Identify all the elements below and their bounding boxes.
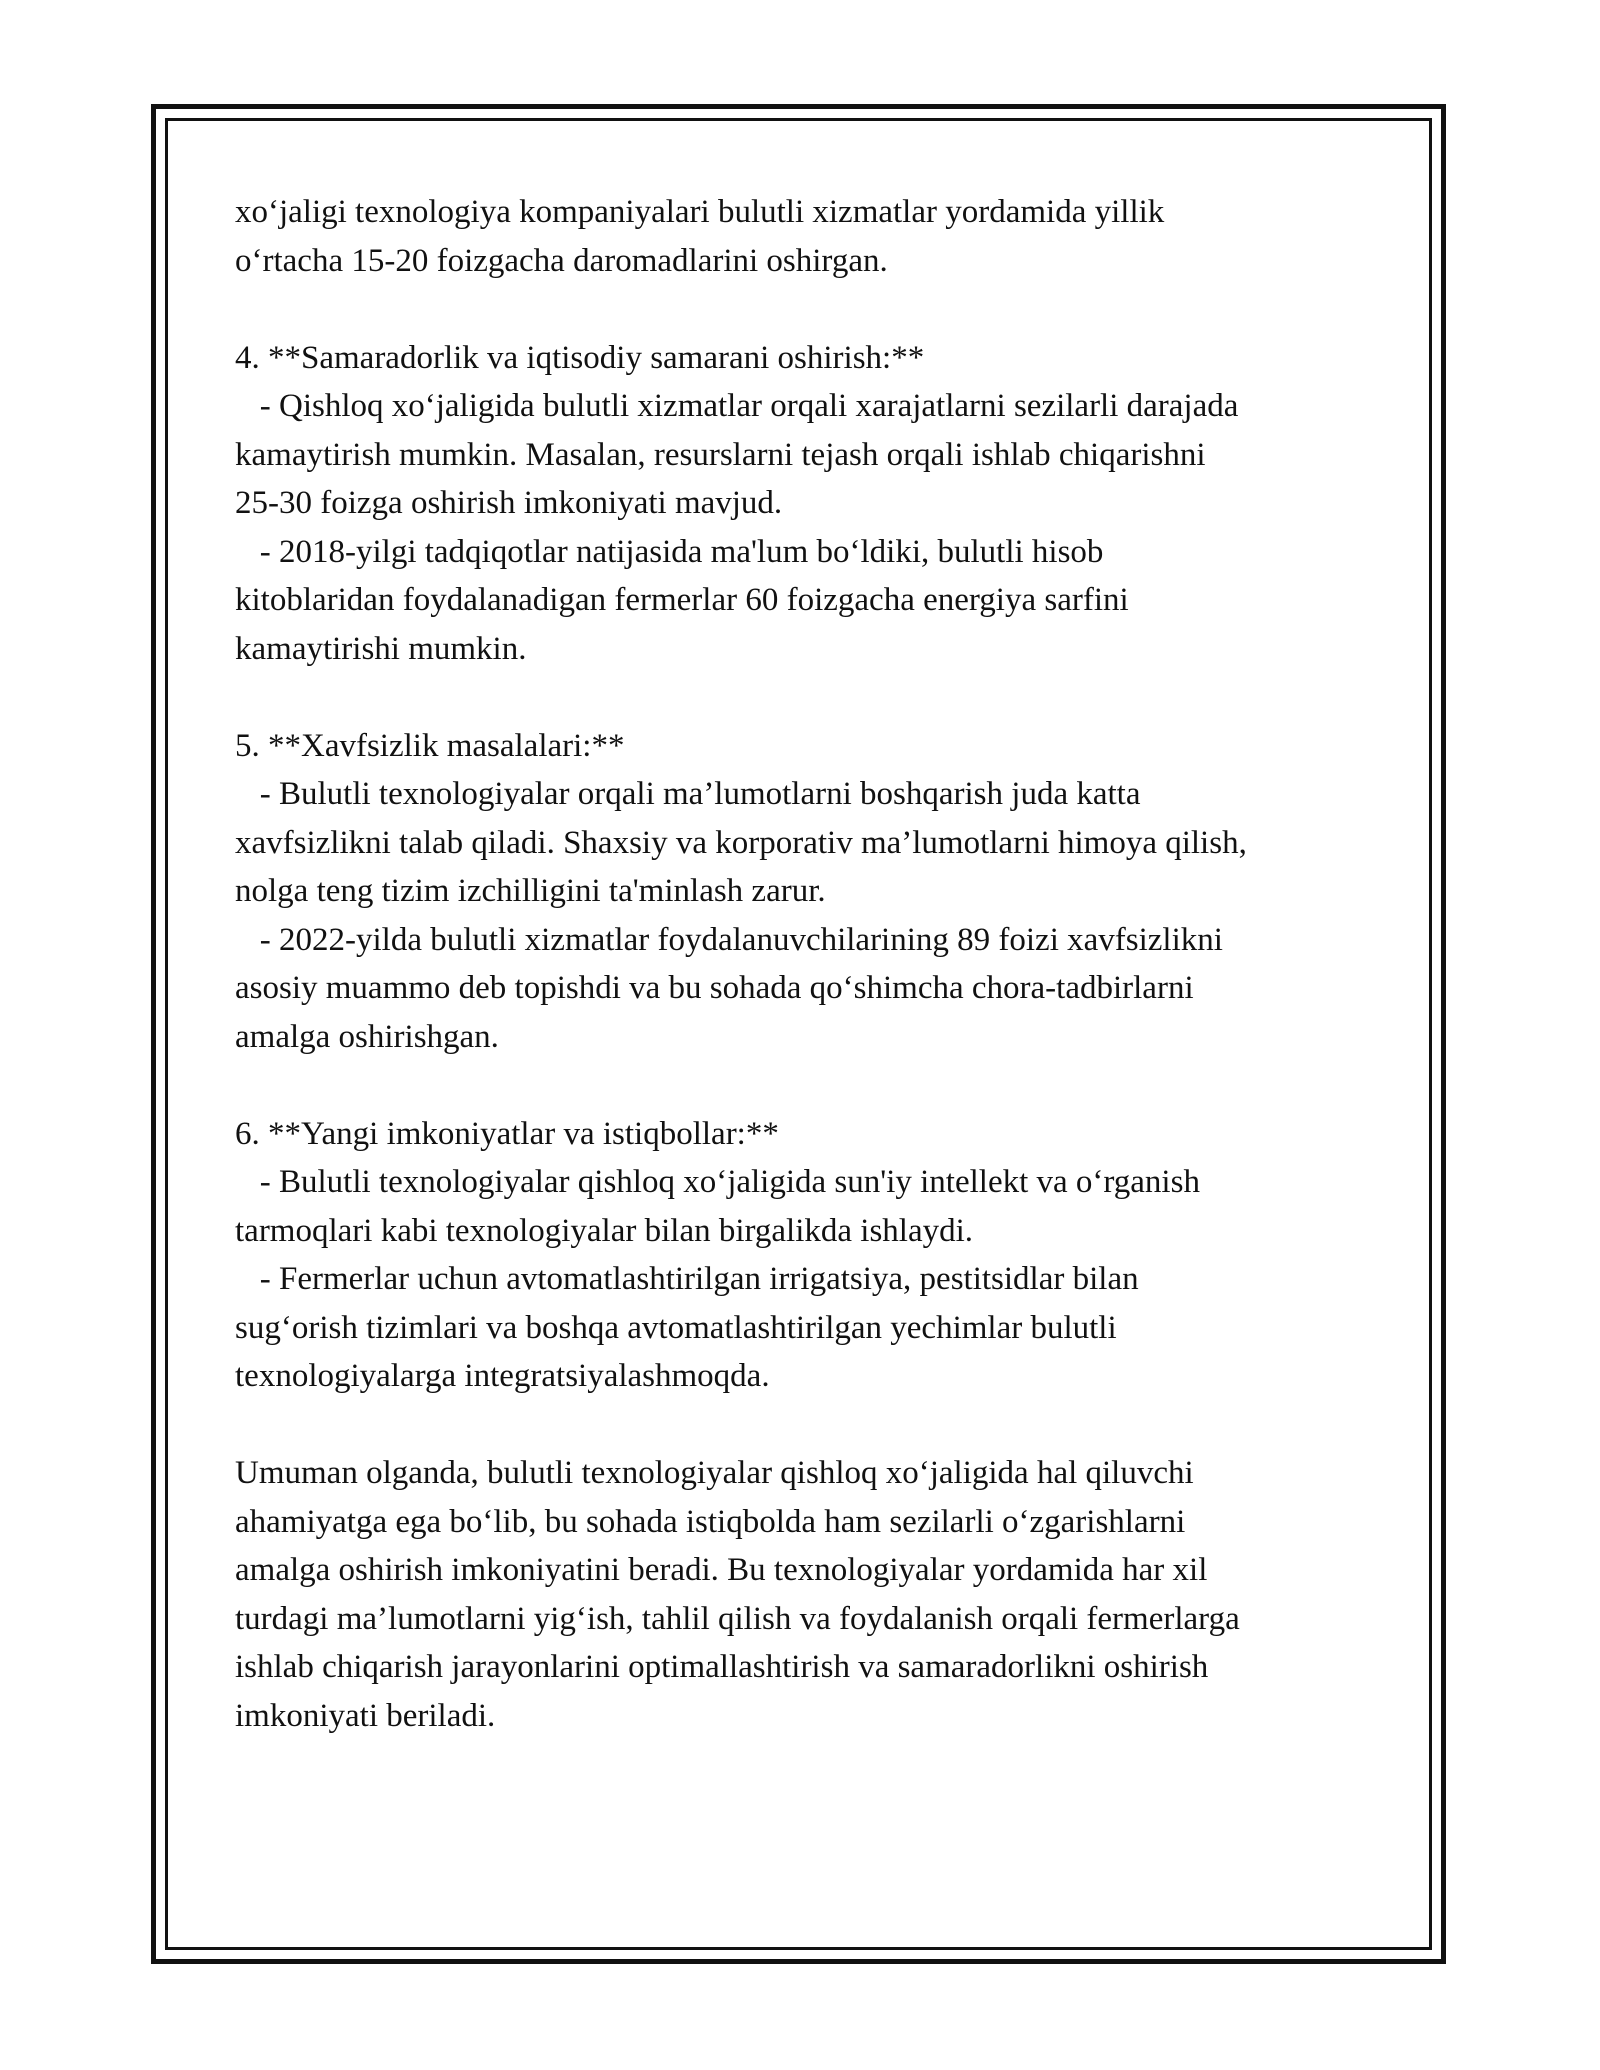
conclusion-line: imkoniyati beriladi. — [235, 1697, 496, 1734]
text-line: 25-30 foizga oshirish imkoniyati mavjud. — [235, 485, 783, 521]
text-line: - Qishloq xo‘jaligida bulutli xizmatlar orqali xarajatlarni sezilarli darajada — [235, 388, 1239, 424]
section-heading: 5. **Xavfsizlik masalalari:** — [235, 727, 625, 764]
text-line: o‘rtacha 15-20 foizgacha daromadlarini oshirgan. — [235, 242, 888, 279]
blank-line — [235, 1401, 1375, 1450]
document-body — [235, 188, 1375, 1740]
section-heading: 4. **Samaradorlik va iqtisodiy samarani oshirish:** — [235, 339, 925, 376]
text-line: kamaytirish mumkin. Masalan, resurslarni tejash orqali ishlab chiqarishni — [235, 436, 1206, 473]
text-line: nolga teng tizim izchilligini ta'minlash zarur. — [235, 873, 826, 909]
text-line: - 2018-yilgi tadqiqotlar natijasida ma'lum bo‘ldiki, bulutli hisob — [235, 533, 1104, 570]
conclusion-line: turdagi ma’lumotlarni yig‘ish, tahlil qilish va foydalanish orqali fermerlarga — [235, 1600, 1240, 1637]
text-line: asosiy muammo deb topishdi va bu sohada qo‘shimcha chora-tadbirlarni — [235, 970, 1194, 1006]
conclusion-line: amalga oshirish imkoniyatini beradi. Bu texnologiyalar yordamida har xil — [235, 1552, 1208, 1588]
text-line: - 2022-yilda bulutli xizmatlar foydalanuvchilarining 89 foizi xavfsizlikni — [235, 921, 1223, 958]
text-line: amalga oshirishgan. — [235, 1018, 499, 1055]
blank-line — [235, 1061, 1375, 1110]
text-line: texnologiyalarga integratsiyalashmoqda. — [235, 1358, 770, 1394]
text-line: xavfsizlikni talab qiladi. Shaxsiy va korporativ ma’lumotlarni himoya qilish, — [235, 824, 1247, 861]
conclusion-line: Umuman olganda, bulutli texnologiyalar qishloq xo‘jaligida hal qiluvchi — [235, 1455, 1194, 1491]
conclusion-line: ishlab chiqarish jarayonlarini optimallashtirish va samaradorlikni oshirish — [235, 1649, 1209, 1685]
text-line: tarmoqlari kabi texnologiyalar bilan birgalikda ishlaydi. — [235, 1212, 974, 1249]
text-line: kitoblaridan foydalanadigan fermerlar 60 foizgacha energiya sarfini — [235, 582, 1129, 618]
section-heading: 6. **Yangi imkoniyatlar va istiqbollar:** — [235, 1115, 779, 1152]
text-line: - Fermerlar uchun avtomatlashtirilgan irrigatsiya, pestitsidlar bilan — [235, 1261, 1139, 1297]
conclusion-line: ahamiyatga ega bo‘lib, bu sohada istiqbolda ham sezilarli o‘zgarishlarni — [235, 1503, 1186, 1540]
text-line: - Bulutli texnologiyalar qishloq xo‘jaligida sun'iy intellekt va o‘rganish — [235, 1164, 1200, 1200]
blank-line — [235, 285, 1375, 334]
blank-line — [235, 673, 1375, 722]
text-line: sug‘orish tizimlari va boshqa avtomatlashtirilgan yechimlar bulutli — [235, 1309, 1117, 1346]
text-line: - Bulutli texnologiyalar orqali ma’lumotlarni boshqarish juda katta — [235, 776, 1141, 812]
text-line: xo‘jaligi texnologiya kompaniyalari bulutli xizmatlar yordamida yillik — [235, 194, 1165, 230]
text-line: kamaytirishi mumkin. — [235, 630, 527, 667]
